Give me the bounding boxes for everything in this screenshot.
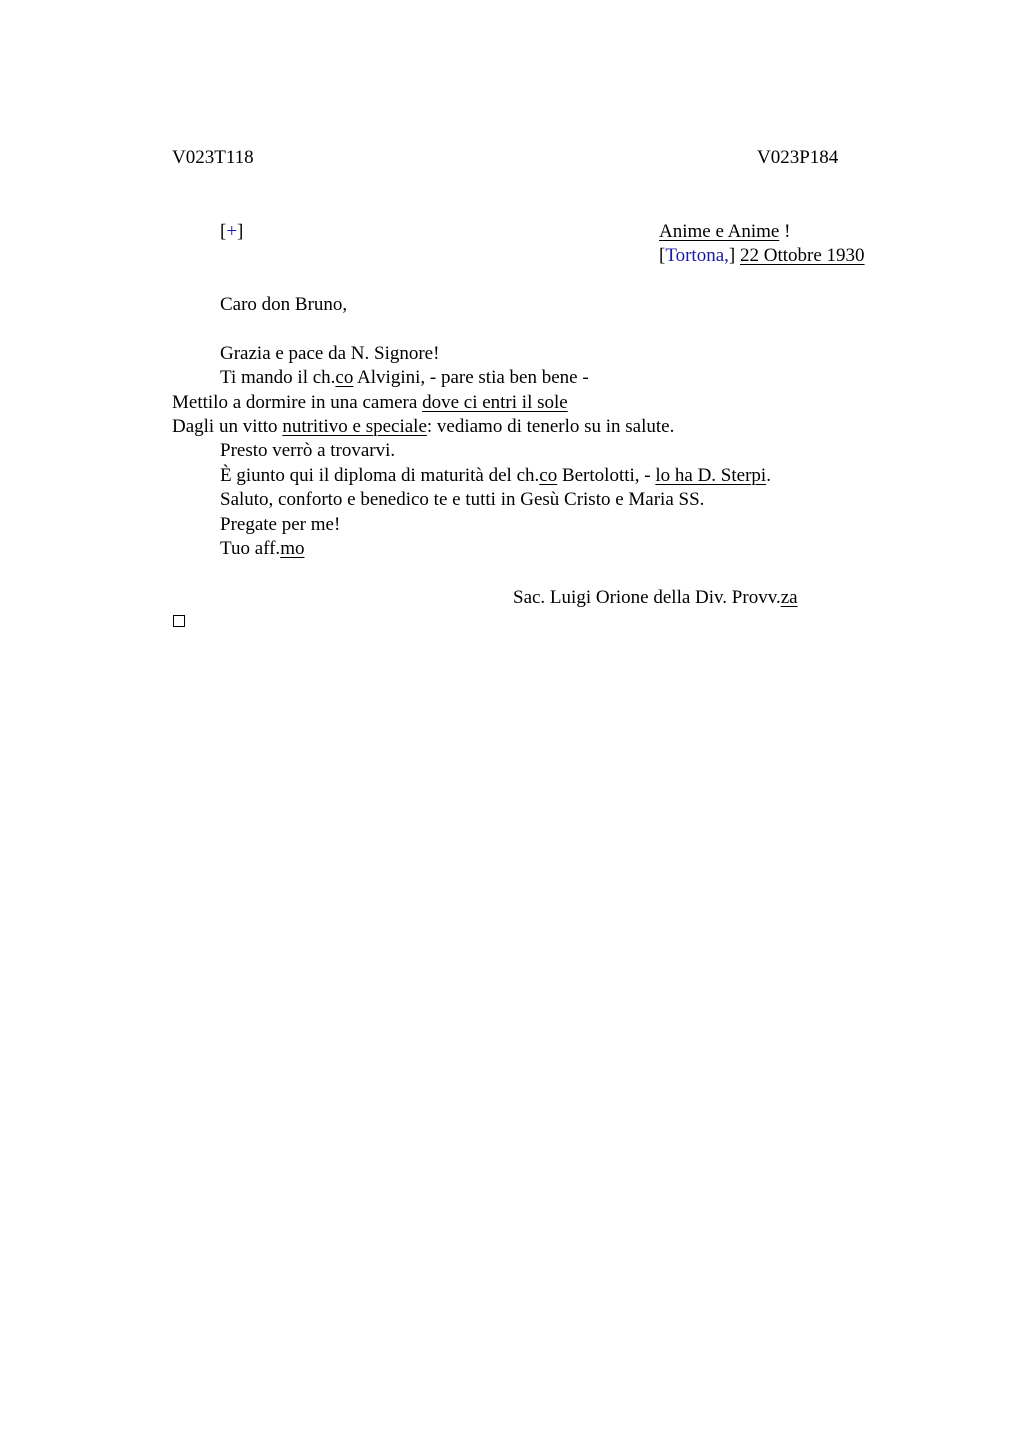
motto-text: Anime e Anime [659, 221, 780, 242]
document-code-left: V023T118 [172, 147, 254, 168]
abbreviation-superscript: co [335, 367, 354, 388]
closing [220, 537, 304, 561]
body-line-1-text-c: Alvigini, - pare stia ben bene - [353, 367, 589, 388]
motto [659, 220, 790, 244]
body-line-2-underlined: dove ci entri il sole [422, 392, 568, 413]
body-line-1 [220, 366, 589, 390]
body-line-4: Presto verrò a trovarvi. [220, 440, 396, 461]
letter-date: 22 Ottobre 1930 [739, 245, 865, 266]
signature-text: Sac. Luigi Orione della Div. Provv. [513, 587, 781, 608]
signature [513, 586, 798, 610]
abbreviation-superscript: co [539, 465, 558, 486]
body-line-3-text-c: : vediamo di tenerlo su in salute. [426, 416, 675, 437]
body-line-2-text-a: Mettilo a dormire in una camera [172, 392, 423, 413]
cross-close-bracket: ] [237, 221, 244, 242]
closing-text: Tuo aff. [220, 538, 281, 559]
body-line-3-text-a: Dagli un vitto [172, 416, 283, 437]
place-name: Tortona, [665, 245, 729, 266]
salutation: Caro don Bruno, [220, 294, 348, 315]
body-line-1-text-a: Ti mando il ch. [220, 367, 336, 388]
signature-abbreviation: za [780, 587, 798, 608]
body-line-7: Pregate per me! [220, 514, 341, 535]
body-line-5-underlined: lo ha D. Sterpi [655, 465, 767, 486]
closing-abbreviation: mo [280, 538, 305, 559]
place-date [659, 244, 865, 268]
motto-punctuation: ! [779, 221, 791, 242]
document-code-right: V023P184 [757, 147, 839, 168]
square-outline-icon [173, 615, 185, 627]
body-line-6: Saluto, conforto e benedico te e tutti in Gesù Cristo e Maria SS. [220, 489, 705, 510]
body-line-3 [172, 415, 674, 439]
greeting-line: Grazia e pace da N. Signore! [220, 343, 440, 364]
body-line-5-text-c: Bertolotti, - [557, 465, 656, 486]
place-open-bracket: [ [659, 245, 666, 266]
body-line-5-text-a: È giunto qui il diploma di maturità del ch. [220, 465, 540, 486]
body-line-2 [172, 391, 568, 415]
cross-symbol: + [226, 221, 238, 242]
body-line-5 [220, 464, 771, 488]
body-line-5-text-e: . [766, 465, 771, 486]
body-line-3-underlined: nutritivo e speciale [282, 416, 427, 437]
place-close-bracket: ] [728, 245, 736, 266]
cross-open-bracket: [ [220, 221, 227, 242]
cross-mark [220, 220, 243, 244]
